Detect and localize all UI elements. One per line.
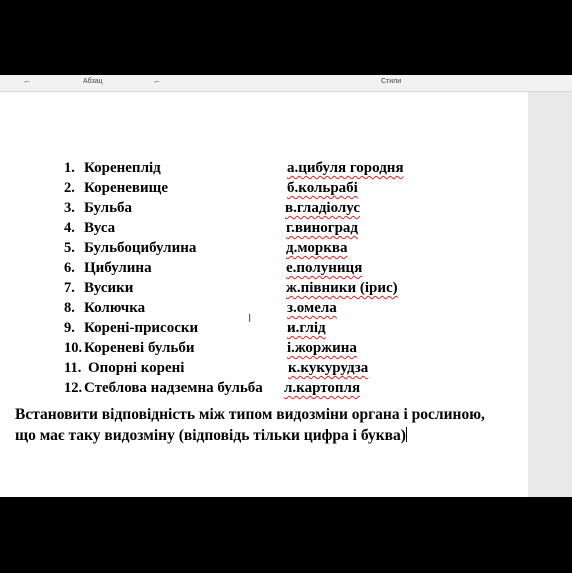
- task-text: Встановити відповідність між типом видозміни органа і рослиною, що має таку видозміну (відповідь тільки цифра і буква): [15, 406, 485, 444]
- paragraph-dialog-launcher-icon[interactable]: ⌐: [154, 78, 160, 86]
- ribbon-bar: [0, 75, 572, 92]
- list-item-number: 10.: [64, 340, 83, 356]
- text-cursor: [406, 427, 407, 442]
- list-item-answer: в.гладіолус: [285, 200, 360, 216]
- list-item-number: 12.: [64, 380, 83, 396]
- list-item-term: Вуса: [84, 220, 116, 236]
- list-item-number: 8.: [64, 300, 75, 316]
- list-item-answer: и.глід: [287, 320, 326, 336]
- list-item-term: Бульба: [84, 200, 133, 216]
- list-item-answer: е.полуниця: [286, 260, 363, 276]
- list-item-answer: а.цибуля городня: [287, 160, 404, 176]
- list-item-number: 2.: [64, 180, 75, 196]
- list-item-answer: з.омела: [287, 300, 337, 316]
- list-item-answer: ж.півники (ірис): [286, 280, 398, 296]
- list-item-term: Вусики: [84, 280, 134, 296]
- list-item-term: Колючка: [84, 300, 146, 316]
- ibeam-cursor-icon: I: [248, 312, 252, 325]
- list-item-answer: г.виноград: [286, 220, 358, 236]
- list-item-term: Цибулина: [84, 260, 152, 276]
- list-item-term: Стеблова надземна бульба: [84, 380, 263, 396]
- list-item-answer: л.картопля: [284, 380, 361, 396]
- list-item-term: Корені-присоски: [84, 320, 199, 336]
- list-item-number: 5.: [64, 240, 75, 256]
- list-item-number: 3.: [64, 200, 75, 216]
- task-instruction[interactable]: [15, 404, 485, 446]
- group-label-paragraph: Абзац: [83, 78, 103, 85]
- list-item-answer: к.кукурудза: [288, 360, 369, 376]
- list-item-answer: д.морква: [286, 240, 348, 256]
- list-item-answer: б.кольрабі: [287, 180, 358, 196]
- page-gutter: [529, 92, 572, 497]
- list-item-number: 11.: [64, 360, 82, 376]
- list-item-term: Кореневище: [84, 180, 168, 196]
- list-item-number: 4.: [64, 220, 75, 236]
- list-item-term: Бульбоцибулина: [84, 240, 197, 256]
- list-item-number: 7.: [64, 280, 75, 296]
- list-item-term: Коренеплід: [84, 160, 161, 176]
- group-label-styles: Стили: [381, 78, 402, 85]
- list-item-answer: і.жоржина: [287, 340, 357, 356]
- dialog-launcher-icon[interactable]: ⌐: [24, 78, 30, 86]
- list-item-term: Опорні корені: [88, 360, 185, 376]
- list-item-number: 1.: [64, 160, 75, 176]
- list-item-number: 9.: [64, 320, 75, 336]
- list-item-number: 6.: [64, 260, 75, 276]
- list-item-term: Кореневі бульби: [84, 340, 195, 356]
